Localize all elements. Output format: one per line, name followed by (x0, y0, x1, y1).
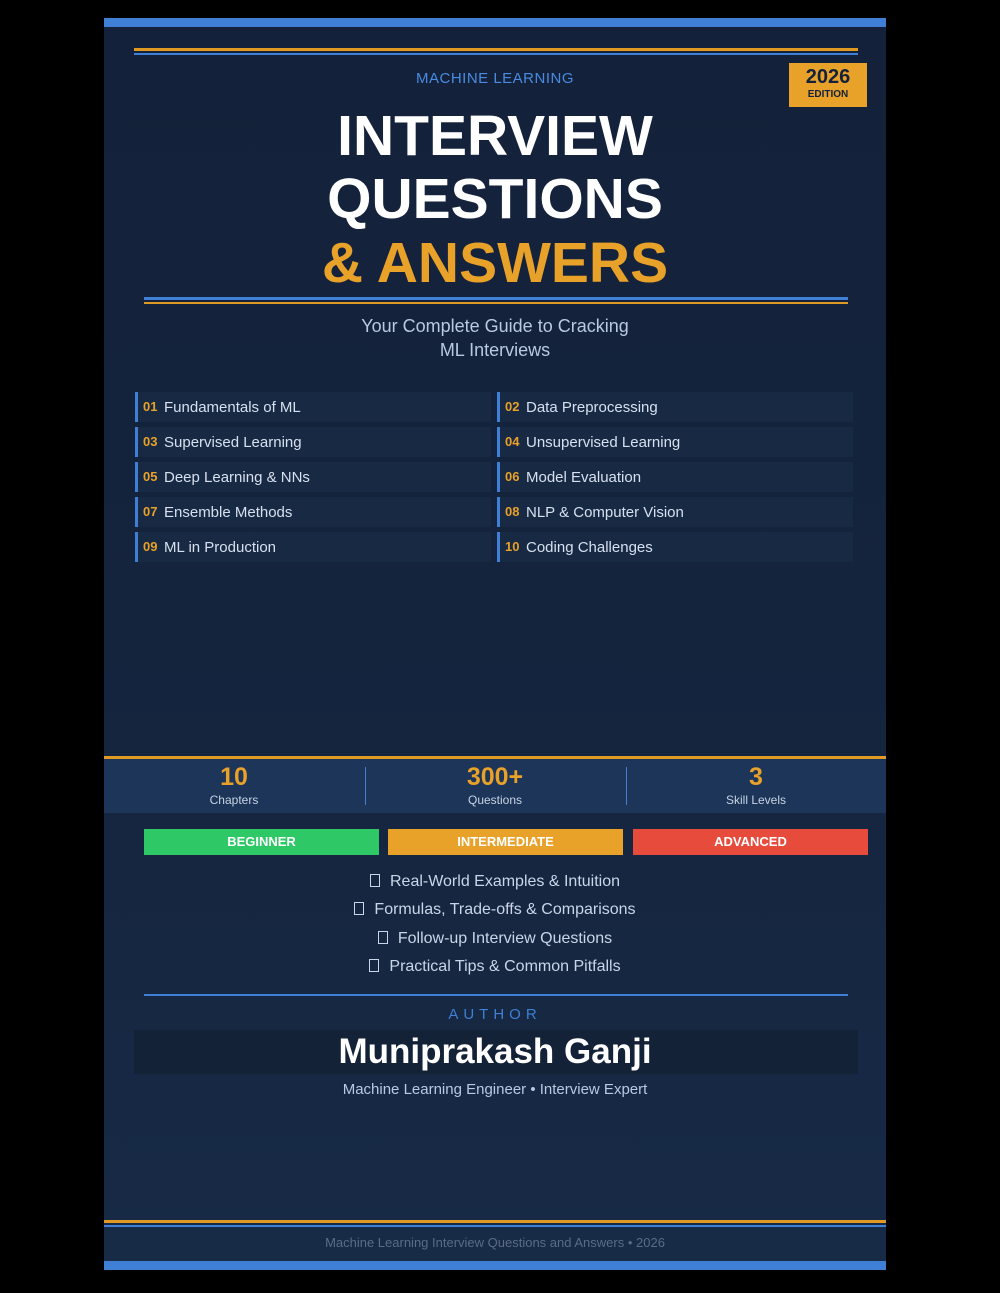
chapter-title: Model Evaluation (526, 469, 642, 486)
checkbox-icon (369, 959, 379, 972)
footer-text: Machine Learning Interview Questions and Answers • 2026 (325, 1235, 665, 1250)
checkbox-icon (354, 902, 364, 915)
feature-text: Practical Tips & Common Pitfalls (389, 958, 621, 975)
stat-label: Chapters (209, 793, 259, 807)
feature-text: Real-World Examples & Intuition (389, 873, 621, 890)
chapter-title: Supervised Learning (164, 434, 302, 451)
author-role: Machine Learning Engineer • Interview Expert (342, 1081, 648, 1098)
stats-strip (104, 756, 886, 813)
stat-value: 3 (749, 763, 763, 791)
chapter-title: Fundamentals of ML (164, 399, 301, 416)
checkbox-icon (370, 874, 380, 887)
chapter-item (135, 532, 491, 562)
title-line-3: & ANSWERS (321, 231, 669, 295)
author-divider (144, 994, 848, 996)
bottom-blue-bar (104, 1261, 886, 1270)
chapter-title: Ensemble Methods (164, 504, 293, 521)
feature-item (104, 873, 886, 891)
stat-questions (365, 759, 625, 807)
chapter-title: Coding Challenges (526, 539, 653, 556)
top-blue-rule (134, 53, 858, 55)
edition-year: 2026 (805, 66, 851, 88)
level-badge-advanced: ADVANCED (633, 829, 868, 855)
feature-item (104, 958, 886, 976)
chapter-item (497, 392, 853, 422)
stat-value: 10 (220, 763, 248, 791)
edition-badge (789, 63, 867, 107)
chapter-number: 09 (143, 539, 158, 554)
chapter-item (497, 462, 853, 492)
top-gold-rule (134, 48, 858, 51)
subtitle-line-2: ML Interviews (439, 340, 551, 360)
top-blue-bar (104, 18, 886, 27)
title-blue-rule (144, 297, 848, 300)
title-gold-rule (144, 302, 848, 304)
stat-skill-levels (626, 759, 886, 807)
book-cover (104, 18, 886, 1270)
chapter-title: Unsupervised Learning (526, 434, 681, 451)
level-badge-intermediate: INTERMEDIATE (388, 829, 623, 855)
title-line-1: INTERVIEW (337, 104, 653, 168)
edition-label: EDITION (807, 89, 849, 100)
feature-text: Formulas, Trade-offs & Comparisons (374, 901, 636, 918)
subtitle-line-1: Your Complete Guide to Cracking (361, 316, 629, 336)
chapter-number: 03 (143, 434, 158, 449)
category-kicker: MACHINE LEARNING (415, 70, 575, 87)
chapter-item (135, 462, 491, 492)
title-line-2: QUESTIONS (327, 167, 663, 231)
chapter-title: Deep Learning & NNs (164, 469, 310, 486)
chapter-title: Data Preprocessing (526, 399, 658, 416)
feature-text: Follow-up Interview Questions (397, 930, 613, 947)
chapter-item (497, 497, 853, 527)
chapter-item (135, 427, 491, 457)
stat-label: Skill Levels (725, 793, 787, 807)
chapter-number: 06 (505, 469, 520, 484)
feature-item (104, 901, 886, 919)
footer-blue-rule (104, 1225, 886, 1227)
author-name: Muniprakash Ganji (338, 1032, 652, 1071)
chapter-number: 01 (143, 399, 158, 414)
chapter-item (497, 532, 853, 562)
chapter-item (135, 497, 491, 527)
chapter-item (497, 427, 853, 457)
stat-label: Questions (467, 793, 523, 807)
chapter-number: 02 (505, 399, 520, 414)
chapter-number: 04 (505, 434, 520, 449)
chapter-title: NLP & Computer Vision (526, 504, 684, 521)
chapter-item (135, 392, 491, 422)
subtitle (104, 314, 886, 362)
footer-gold-rule (104, 1220, 886, 1223)
stat-value: 300+ (466, 763, 524, 791)
chapter-title: ML in Production (164, 539, 277, 556)
chapter-number: 05 (143, 469, 158, 484)
stat-chapters (104, 759, 364, 807)
checkbox-icon (378, 931, 388, 944)
author-label: AUTHOR (448, 1006, 542, 1023)
chapter-number: 10 (505, 539, 520, 554)
chapter-number: 08 (505, 504, 520, 519)
feature-item (104, 930, 886, 948)
chapter-number: 07 (143, 504, 158, 519)
level-badge-beginner: BEGINNER (144, 829, 379, 855)
